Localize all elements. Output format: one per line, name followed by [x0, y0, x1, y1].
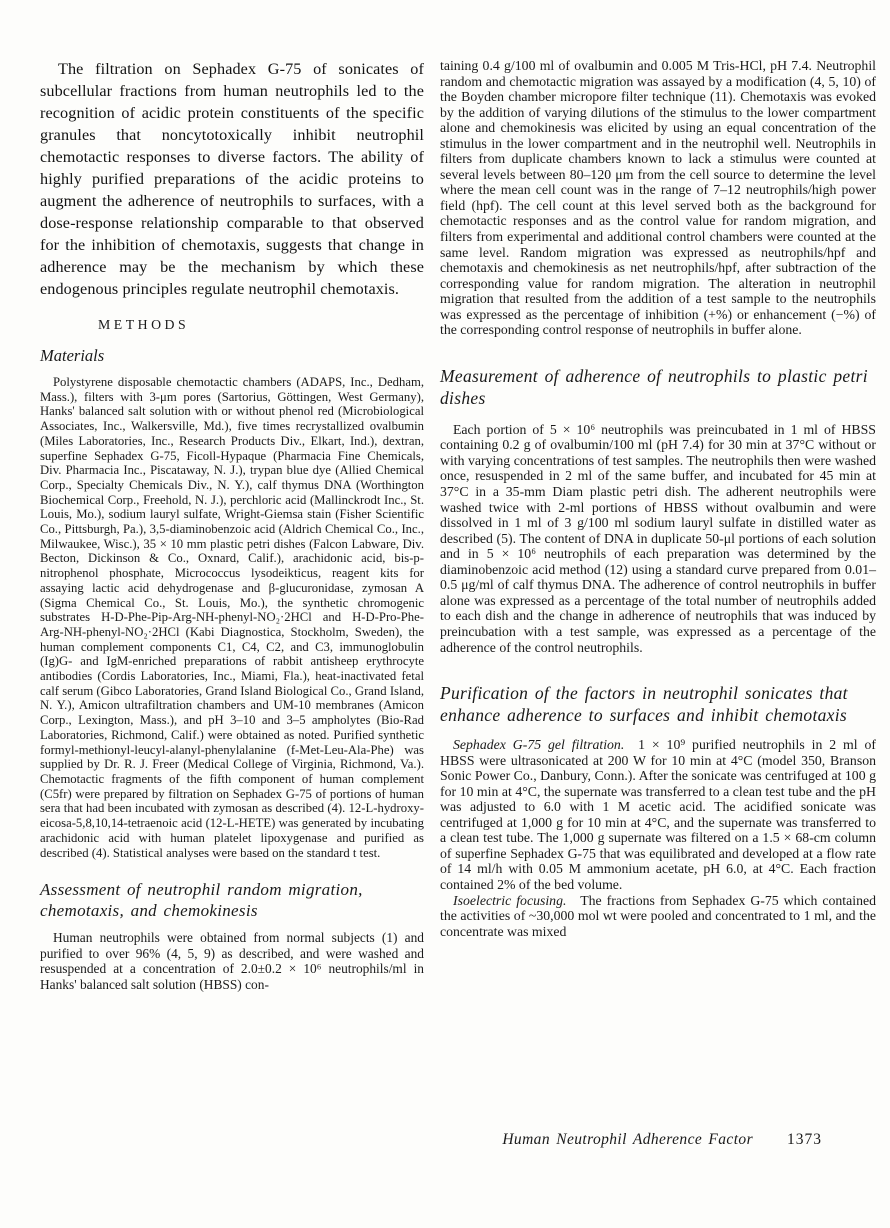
assessment-heading: Assessment of neutrophil random migration, chemotaxis, and chemokinesis [40, 880, 363, 920]
abstract-paragraph: The filtration on Sephadex G-75 of sonicates of subcellular fractions from human neutrophils led to the recognition of acidic protein constituents of the specific granules that noncytotoxically inhibit neutrophil chemotactic responses to diverse factors. The ability of highly purified preparations of the acidic proteins to augment the adherence of neutrophils to surfaces, with a dose-response relationship comparable to that observed for the inhibition of chemotaxis, suggests that change in adherence may be the mechanism by which these endogenous principles regulate neutrophil chemotaxis. [40, 60, 424, 298]
methods-heading: METHODS [98, 317, 190, 332]
materials-paragraph: Polystyrene disposable chemotactic chambers (ADAPS, Inc., Dedham, Mass.), filters with 3-μm pores (Sartorius, Göttingen, West Germany), Hanks' balanced salt solution with or without phenol red (Microbiological Associates, Inc., Walkersville, Md.), five times recrystallized ovalbumin (Miles Laboratories, Inc., Research Products Div., Elkart, Ind.), dextran, superfine Sephadex G-75, Ficoll-Hypaque (Pharmacia Fine Chemicals, Div. Pharmacia Inc., Piscataway, N. J.), trypan blue dye (Allied Chemical Corp., Specialty Chemicals Div., N. Y.), calf thymus DNA (Worthington Biochemical Corp., Freehold, N. J.), perchloric acid (Mallinckrodt Inc., St. Louis, Mo.), sodium lauryl sulfate, Wright-Giemsa stain (Fisher Scientific Co., Pittsburgh, Pa.), 3,5-diaminobenzoic acid (Aldrich Chemical Co., Inc., Milwaukee, Wisc.), 35 × 10 mm plastic petri dishes (Falcon Labware, Div. Becton, Dickinson & Co., Oxnard, Calif.), arachidonic acid, bis-p-nitrophenol phosphate, Micrococcus lysodeikticus, reagent kits for assaying lactic acid dehydrogenase and β-glucuronidase, zymosan A (Sigma Chemical Co., St. Louis, Mo.), the synthetic chromogenic substrates H-D-Phe-Pip-Arg-NH-phenyl-NO₂·2HCl and H-D-Pro-Phe-Arg-NH-phenyl-NO₂·2HCl (Kabi Diagnostica, Stockholm, Sweden), the human complement components C1, C4, C2, and C3, immunoglobulin (Ig)G- and IgM-enriched preparations of rabbit antisheep erythrocyte antibodies (Cordis Laboratories, Inc., Miami, Fla.), heat-inactivated fetal calf serum (Gibco Laboratories, Grand Island Biological Co., Grand Island, N. Y.), Amicon ultrafiltration chambers and UM-10 membranes (Amicon Corp., Lexington, Mass.), and pH 3–10 and 3–5 ampholytes (Bio-Rad Laboratories, Richmond, Calif.) were obtained as noted. Purified synthetic formyl-methionyl-leucyl-alanyl-phenylalanine (f-Met-Leu-Ala-Phe) was supplied by Dr. R. J. Freer (Medical College of Virginia, Richmond, Va.). Chemotactic fragments of the fifth component of human complement (C5fr) were prepared by filtration on Sephadex G-75 of portions of human sera that had been incubated with zymosan as described (4). 12-L-hydroxy-eicosa-5,8,10,14-tetraenoic acid (12-L-HETE) was generated by incubating arachidonic acid with human platelet lipoxygenase and purified as described (4). Statistical analyses were based on the standard t test. [40, 375, 424, 860]
gel-filtration-paragraph [440, 737, 876, 892]
page-number: 1373 [787, 1131, 822, 1148]
right-column [440, 58, 876, 939]
assessment-paragraph: Human neutrophils were obtained from normal subjects (1) and purified to over 96% (4, 5, 9) as described, and were washed and resuspended at a concentration of 2.0±0.2 × 10⁶ neutrophils/ml in Hanks' balanced salt solution (HBSS) con- [40, 930, 424, 992]
isoelectric-lead: Isoelectric focusing. [453, 892, 581, 908]
running-title: Human Neutrophil Adherence Factor [502, 1131, 753, 1148]
adherence-heading: Measurement of adherence of neutrophils to plastic petri dishes [440, 365, 868, 408]
gel-filtration-lead: Sephadex G-75 gel filtration. [453, 737, 639, 753]
page-footer [440, 1131, 822, 1149]
left-column [40, 58, 424, 993]
migration-continuation-paragraph: taining 0.4 g/100 ml of ovalbumin and 0.005 M Tris-HCl, pH 7.4. Neutrophil random and chemotactic migration was assayed by a modification (4, 5, 10) of the Boyden chamber micropore filter technique (11). Chemotaxis was evoked by the addition of varying dilutions of the stimulus to the lower compartment alone and chemokinesis was elicited by using an equal concentration of the stimulus in the lower compartment and in the neutrophil well. Neutrophils in filters from duplicate chambers known to lack a stimulus were counted at several levels between 80–120 μm from the cell source to determine the level where the mean cell count was in the range of 7–12 neutrophils/high power field (hpf). The cell count at this level served both as the background for chemotactic responses and as the control value for random migration, and filters from experimental and additional control chambers were counted at the same level. Random migration was expressed as neutrophils/hpf and chemotaxis and chemokinesis as net neutrophils/hpf, after subtraction of the corresponding value for random migration. The alteration in neutrophil migration that resulted from the addition of a test sample to the neutrophils was expressed as the percentage of inhibition (+%) or enhancement (−%) of the corresponding control response of neutrophils in buffer alone. [440, 58, 876, 338]
isoelectric-text: The fractions from Sephadex G-75 which contained the activities of ~30,000 mol wt were pooled and concentrated to 1 ml, and the concentrate was mixed [440, 892, 876, 939]
purification-heading: Purification of the factors in neutrophil sonicates that enhance adherence to surfaces and inhibit chemotaxis [440, 683, 848, 726]
adherence-paragraph: Each portion of 5 × 10⁶ neutrophils was preincubated in 1 ml of HBSS containing 0.2 g of ovalbumin/100 ml (pH 7.4) for 30 min at 37°C without or with varying concentrations of test samples. The neutrophils then were washed once, resuspended in 2 ml of the same buffer, and incubated for 45 min at 37°C in a 35-mm Diam plastic petri dish. The adherent neutrophils were washed twice with 2-ml portions of HBSS without ovalbumin and were dissolved in 1 ml of 3 g/100 ml sodium lauryl sulfate in distilled water as described (5). The content of DNA in duplicate 50-μl portions of each solution and in 5 × 10⁶ neutrophils of each preparation was determined by the diaminobenzoic acid method (12) using a standard curve prepared from 0.01–0.5 μg/ml of calf thymus DNA. The adherence of control neutrophils in buffer alone was expressed as a percentage of the total number of neutrophils added to each dish and the change in adherence of neutrophils that was induced by preincubation with a test sample, was expressed as a percentage of the adherence of the control neutrophils. [440, 421, 876, 655]
gel-filtration-text: 1 × 10⁹ purified neutrophils in 2 ml of HBSS were ultrasonicated at 200 W for 10 min at 4°C (model 350, Branson Sonic Power Co., Danbury, Conn.). After the sonicate was centrifuged at 100 g for 10 min at 4°C, the supernate was transferred to a clean test tube and the pH was adjusted to 6.0 with 1 M acetic acid. The acidified sonicate was centrifuged at 1,000 g for 10 min at 4°C, and the supernate was transferred to a clean test tube. The 1,000 g supernate was filtered on a 1.5 × 68-cm column of superfine Sephadex G-75 that was equilibrated and developed at a flow rate of 14 ml/h with 0.05 M ammonium acetate, pH 6.0, at 4°C. Each fraction contained 2% of the bed volume. [440, 737, 876, 892]
materials-heading: Materials [40, 346, 105, 365]
isoelectric-paragraph [440, 893, 876, 940]
